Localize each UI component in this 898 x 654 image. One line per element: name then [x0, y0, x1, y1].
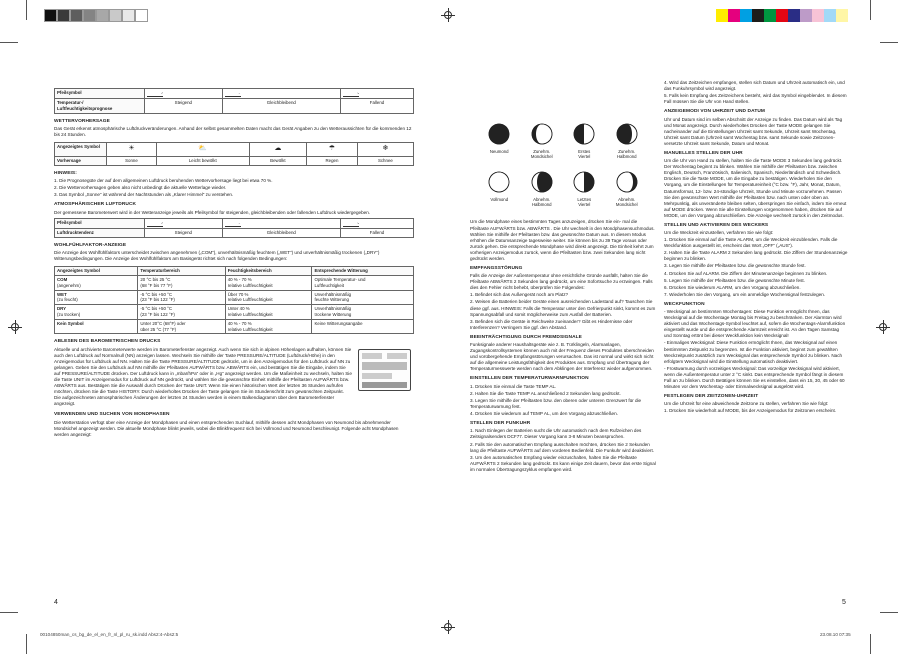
crop-mark [0, 42, 18, 43]
pressure-trend-label: Luftdrucktendenz [55, 228, 145, 237]
crop-mark [880, 42, 898, 43]
moon-phase [478, 170, 521, 208]
color-swatch [752, 9, 764, 22]
display-modes-heading: ANZEIGEMODI VON UHRZEIT UND DATUM [664, 109, 766, 115]
display-modes-text: Uhr und Datum sind im selben Abschnitt der Anzeige zu finden. Das Datum wird als Tag und Monat angezeigt. Durch wiederholtes Drücken der Taste MODE gelangen Sie nacheinander auf die Einstellungen Uhrzeit samt Sekunde, Uhrzeit samt Wochentag, Uhrzeit samt Datum (Uhrzeit samt Wochentag bzw. samt Sekunde sowie Zeitzonen-versetzte Uhrzeit samt Sekunde, Datum und Monat. [664, 116, 843, 146]
registration-mark-right [876, 320, 890, 334]
interference-heading: BEEINTRÄCHTIGUNG DURCH FREMDSIGNALE [470, 334, 582, 340]
hinweis-line: 1. Die Prognosegüte der auf dem allgemeinen Luftdruck beruhenden Wettervorhersage liegt bei etwa 70 %. [54, 178, 273, 184]
moon-phase [521, 170, 564, 208]
comfort-header: Feuchtigkeitsbereich [225, 267, 312, 276]
moon-phase-icon [615, 170, 639, 194]
hinweis-heading: HINWEIS: [54, 170, 77, 176]
comfort-header: Angezeigtes Symbol [55, 267, 138, 276]
moon-phase-label: Zunehm. [618, 149, 636, 154]
arrow-down-icon: ↘ [341, 89, 414, 99]
temp-forecast-label: Temperatur-/ Luftfeuchtigkeitsprognose [55, 99, 145, 114]
moon-phase [563, 170, 606, 208]
registration-mark-left [8, 320, 22, 334]
trend-value: Fallend [341, 228, 414, 237]
comfort-text: Die Anzeige des Wohlfühlfaktors unterscheidet zwischen angenehmen („COM“), unverhältnismäßig feuchtem („WET“) und unverhältnismäßig trockenen („DRY“) Witterungsbedingungen. Die Anzeige des Wohlfühlfaktors am Basisgerät richtet sich nach folgenden Bedingungen: [54, 249, 380, 261]
forecast-item: Leicht bewölkt [156, 157, 249, 166]
forecast-item: Sonne [107, 157, 157, 166]
arrow-up-icon: ↗ [145, 89, 223, 99]
color-swatch [836, 9, 848, 22]
tendency-table [54, 88, 414, 114]
moon-phase-icon [530, 170, 554, 194]
forecast-symbol-label: Angezeigtes Symbol [55, 143, 107, 157]
gray-swatch [135, 9, 148, 22]
trend-value: Gleichbleibend [222, 228, 340, 237]
reception-item: 3. Befinden sich die Geräte in Reichweite zueinander? Gibt es Hindernisse oder Interferenzen? Verringern Sie ggf. den Abstand. [470, 318, 633, 330]
comfort-cell: Keine Witterungsangabe [312, 319, 414, 334]
moon-phases-row-2 [478, 170, 648, 208]
reception-item: 1. Befindet sich das Außengerät noch am Platz? [470, 292, 569, 298]
gray-swatch [83, 9, 96, 22]
moon-phase-label: Halbmond [531, 202, 552, 208]
moon-phase [563, 122, 606, 160]
display-illustration [358, 349, 411, 391]
comfort-row [55, 305, 414, 320]
gray-swatch [70, 9, 83, 22]
crop-mark [870, 0, 871, 20]
timezone-text: Um die Uhrzeit für eine abweichende Zeitzone zu stellen, verfahren Sie wie folgt: [664, 401, 829, 407]
alarm-text: Um die Weckzeit einzustellen, verfahren Sie wie folgt: [664, 230, 774, 236]
temp-alarm-item: 4. Drücken Sie wiederum auf TEMP AL, um den Vorgang abzuschließen. [470, 410, 618, 416]
color-swatch [788, 9, 800, 22]
temp-alarm-item: 3. Legen Sie mithilfe der Pfeiltasten bzw. den oberen oder unteren Grenzwert für die Temperaturwarnung fest. [470, 397, 642, 409]
color-swatch [740, 9, 752, 22]
comfort-row [55, 275, 414, 290]
alarm-step: 7. Wiederholen Sie den Vorgang, um ein anmeldige Wochensignal festzulegen. [664, 291, 826, 297]
right-column [664, 80, 848, 415]
temp-alarm-item: 1. Drücken Sie einmal die Taste TEMP AL. [470, 383, 557, 389]
crop-mark [880, 612, 898, 613]
alarm-step: 2. Halten Sie die Taste ALARM 2 Sekunden lang gedrückt. Die Ziffern der Stundenanzeige beginnen zu blinken. [664, 250, 848, 262]
hinweis-line: 3. Das Symbol „Sonne“ ist während der Nachtstunden als „Klarer Himmel“ zu verstehen. [54, 192, 234, 198]
sun-icon: ☀ [107, 143, 157, 157]
gray-swatch [109, 9, 122, 22]
temp-alarm-heading: EINSTELLEN DER TEMPERATURWARNFUNKTION [470, 376, 589, 382]
radio-clock-heading: STELLEN DER FUNKUHR [470, 421, 531, 427]
radio-clock-item: 2. Falls Sie den automatischen Empfang ausschalten möchten, drücken Sie 2 Sekunden lang die Pfeiltaste AUFWÄRTS auf dem vorderen Bedienfeld. Die Funkuhr wird deaktiviert. [470, 441, 655, 453]
crop-mark [870, 634, 871, 654]
moon-phase-label: Halbmond [616, 154, 637, 160]
comfort-header: Temperaturbereich [138, 267, 225, 276]
moon-phase-icon [615, 122, 639, 146]
alarm-step: 6. Drücken Sie wiederum ALARM, um den Vorgang abzuschließen. [664, 284, 801, 290]
comfort-cell: -5 °C bis +50 °C (23 °F bis 122 °F) [138, 305, 225, 320]
moon-phase-icon [530, 122, 554, 146]
forecast-item: Regen [307, 157, 358, 166]
radio-clock-item: 3. Um den automatischen Empfang wieder einzuschalten, halten Sie die Pfeiltaste AUFWÄRTS 2 Sekunden lang gedrückt. Es kann einige Zeit dauern, bevor das erste Signal im normalen Übertragungszyklus empfangen wird. [470, 454, 656, 472]
arrow-flat-icon: → [222, 89, 340, 99]
moon-phase-label: Erstes [578, 149, 591, 154]
alarm-heading: STELLEN UND AKTIVIEREN DES WECKERS [664, 222, 769, 228]
left-page-column [54, 86, 414, 439]
timezone-item: 1. Drücken Sie wiederholt auf MODE, bis der Anzeigemodus für Zeitzonen erscheint. [664, 408, 837, 414]
rain-icon: ☂ [307, 143, 358, 157]
comfort-cell: Optimale Temperatur- und Luftfeuchtigkeit [312, 275, 414, 290]
moon-phase-icon [572, 170, 596, 194]
comfort-header: Entsprechende Witterung [312, 267, 414, 276]
alarm-function-item: - Frostwarnung durch vorzeitiges Wecksignal: Das vorzeitige Wecksignal wird aktiviert, wenn die Außentemperatur unter 2 °C sinkt. Das entsprechende Symbol fängt in diesem Fall an zu blinken. Durch Betätigen können Sie es einstellen, dass ein 15, 30, 45 oder 60 Minuten vor dem Wochentag- oder Einmalwecksignal ausgelöst wird. [664, 365, 845, 389]
moon-phase [478, 122, 521, 160]
comfort-heading: WOHLFÜHLFAKTOR-ANZEIGE [54, 242, 127, 248]
color-bar [716, 9, 848, 22]
forecast-item: Schnee [357, 157, 413, 166]
rising-label: Steigend [145, 99, 223, 114]
trend-value: Steigend [145, 228, 223, 237]
reception-text: Falls die Anzeige der Außentemperatur ohne ersichtliche Gründe ausfällt, halten Sie die Pfeiltaste ABWÄRTS 2 Sekunden lang gedrückt, um eine Sofortsuche zu erzwingen. Falls dies den Fehler nicht behebt, überprüfen Sie Folgendes: [470, 273, 653, 291]
alarm-step: 3. Legen Sie mithilfe der Pfeiltasten bzw. die gewünschte Stunde fest. [664, 263, 806, 269]
comfort-cell: 40 % - 70 % relative Luftfeuchtigkeit [225, 275, 312, 290]
gray-swatch [96, 9, 109, 22]
grayscale-bar [44, 9, 148, 22]
alarm-step: 1. Drücken Sie einmal auf die Taste ALARM, um die Weckzeit einzublenden. Falls die Weckfunktion ausgestellt ist, erscheint das Wort „OFF“ („AUS“). [664, 237, 838, 249]
gray-swatch [122, 9, 135, 22]
comfort-cell: DRY (zu trocken) [55, 305, 138, 320]
moon-search-text: Um die Mondphase eines bestimmten Tages anzuzeigen, drücken Sie ein- mal die Pfeiltaste AUFWÄRTS bzw. ABWÄRTS . Die Uhr wechselt in den Mondphasensuchmodus. Wählen Sie mithilfe der Pfeiltasten bzw. das gewünschte Datum aus. In diesem Modus erhöhen die Datumsanzeige tagesweise weiter. Sie können bis zu 39 Tage voraus oder zurück gehen. Die entsprechende Mondphase wird direkt angezeigt. Die Einheit kehrt zum vorherigen Anzeigemodus zurück, wenn die Pfeiltasten bzw. zwei Sekunden lang nicht gedrückt werden. [470, 219, 655, 261]
comfort-cell: Kein Symbol [55, 319, 138, 334]
moon-phase-label: Vollmond [490, 196, 509, 202]
color-swatch [728, 9, 740, 22]
footer-timestamp: 23.08.10 07:35 [820, 632, 851, 637]
color-swatch [776, 9, 788, 22]
forecast-item: Bewölkt [249, 157, 307, 166]
partly-cloudy-icon: ⛅ [156, 143, 249, 157]
manual-clock-heading: MANUELLES STELLEN DER UHR [664, 150, 743, 156]
reception-item: 2. Weisen die Batterien beider Geräte einen ausreichenden Ladestand auf? Tauschen Sie diese ggf. aus. HINWEIS: Falls die Temperatur unter den Gefrierpunkt sinkt, kommt es zum Spannungsabfall und somit möglicherweise zum Ausfall der Batterien. [470, 299, 656, 317]
pressure-text: Der gemessene Barometerwert wird in der Wetteranzeige jeweils als Pfeilsymbol für steigenden, gleichbleibenden oder fallenden Luftdruck wiedergegeben. [54, 209, 371, 215]
comfort-cell: Unverhältnismäßig trockene Witterung [312, 305, 414, 320]
moon-phase-label: Mondsichel [615, 202, 638, 208]
footer-file-info: 00104850man_cs_bg_de_el_en_fr_nl_pl_ru_sk.indd Abs2:4-Abs2:5 [40, 632, 179, 637]
comfort-cell: COM (angenehm) [55, 275, 138, 290]
pressure-symbol-label: Pfeilsymbol [55, 218, 145, 228]
registration-mark-bottom [441, 620, 455, 634]
alarm-step: 5. Legen Sie mithilfe der Pfeiltasten bzw. die gewünschte Minute fest. [664, 277, 805, 283]
comfort-cell: -5 °C bis +50 °C (23 °F bis 122 °F) [138, 290, 225, 305]
weather-heading: WETTERVORHERSAGE [54, 118, 110, 124]
manual-clock-text: Um die Uhr von Hand zu stellen, halten Sie die Taste MODE 3 Sekunden lang gedrückt. Der Wochentag beginnt zu blinken. Wählen Sie mithilfe der Pfeiltasten bzw. zwischen Englisch, Deutsch, Französisch, Italienisch, Spanisch, Niederländisch und Schwedisch. Drücken Sie die Taste MODE, um die Eingabe zu bestätigen. Wiederholen Sie den Vorgang, um die Einstellungen für Temperatureinheit (°C bzw. °F), Jahr, Monat, Datum, Datumsformat, 12- bzw. 24-stündige Uhrzeit, Stunde und Minute vorzunehmen. Passen Sie den gewünschten Wert mithilfe der Pfeiltasten bzw. nach unten oder oben an. Mehrpunktig, als unveränderte bleiben selten, überspringen Sie einfach, indem Sie erneut auf MODE drücken. Wenn Sie alle Einstellungen vorgenommen haben, drücken Sie auf MODE, um den Vorgang abzuschließen. Die Anzeige wechselt zurück in den Zeitmodus. [664, 158, 847, 218]
intro-item: 4. Wird das Zeitzeichen empfangen, stellen sich Datum und Uhrzeit automatisch ein, und das Funkuhrsymbol wird angezeigt. [664, 80, 845, 92]
moon-text: Die Wetterstation verfügt über eine Anzeige der Mondphasen und einen entsprechenden Suchlauf, mithilfe dessen acht Mondphasen von Neumond bis abnehmender Mondsichel angezeigt werden. Die aktuelle Mondphase blinkt jeweils, wobei die Blinkfrequenz sich bei Vollmond und Neumond beschleunigt. Folgende acht Mondphasen werden angezeigt: [54, 419, 399, 437]
radio-clock-item: 1. Nach Einlegen der Batterien sucht die Uhr automatisch nach dem Rufzeichen des Zeitsignalsenders DCF77. Dieser Vorgang kann 3-8 Minuten beanspruchen. [470, 428, 642, 440]
moon-phase-label: Viertel [578, 154, 591, 160]
comfort-cell: Über 70 % relative Luftfeuchtigkeit [225, 290, 312, 305]
page-number-right: 5 [842, 599, 846, 606]
baro-text: Aktuelle und archivierte Barometerwerte werden im Barometerfenster angezeigt. Auch wenn Sie sich in alpinen Höhenlagen aufhalten, können Sie auch den Luftdruck auf Normalnull (NN) anzeigen lassen. Wechseln Sie mithilfe der Taste PRESSURE/ALTITUDE (Luftdruck/Höhe) in den Anzeigemodus für Luftdruck auf NN. Halten Sie die Taste PRESSURE/ALTITUDE gedrückt, um in den Anzeigemodus für den Luftdruck auf NN zu gelangen. Geben Sie den Luftdruck auf NN mithilfe der Pfeiltasten AUFWÄRTS bzw. ABWÄRTS ein, und bestätigen Sie die Eingabe, indem Sie auf PRESSURE/ALTITUDE drücken. Der Luftdruck kann in „mbar/hPa“ oder in „Hg“ angezeigt werden. Um die Maßeinheit zu wechseln, halten Sie die Taste UNIT im Anzeigemodus für Luftdruck auf NN gedrückt, und wählen Sie die gewünschte Einheit mithilfe der Pfeiltasten AUFWÄRTS bzw. ABWÄRTS aus. Bestätigen Sie die Auswahl durch Drücken der Taste UNIT. Wenn Sie einen historischen Wert der letzten 36 Stunden aufrufen möchten, drücken Sie die Taste HISTORY. Durch wiederholtes Drücken der Taste gelangen Sie im Stundenschritt zum gewünschten Zeitpunkt. Die aufgezeichneten atmosphärischen Änderungen der letzten 24 Stunden werden in einem Balkendiagramm über dem Barometerfenster angezeigt. [54, 346, 352, 407]
comfort-cell: Unter 40 % relative Luftfeuchtigkeit [225, 305, 312, 320]
color-swatch [800, 9, 812, 22]
gray-swatch [44, 9, 57, 22]
alarm-function-heading: WECKFUNKTION [664, 301, 705, 307]
color-swatch [716, 9, 728, 22]
falling-label: Fallend [341, 99, 414, 114]
comfort-row [55, 290, 414, 305]
comfort-cell: Unverhältnismäßig feuchte Witterung [312, 290, 414, 305]
moon-phase-label: Abnehm. [533, 196, 551, 202]
comfort-table [54, 266, 414, 334]
hinweis-line: 2. Die Wettervorhersagen geben also nicht unbedingt die aktuelle Wetterlage wieder. [54, 185, 227, 191]
crop-mark [26, 634, 27, 654]
baro-heading: ABLESEN DES BAROMETRISCHEN DRUCKS [54, 339, 161, 345]
moon-phase-label: Abnehm. [618, 196, 636, 202]
moon-phase-label: Letztes [577, 196, 592, 202]
snow-icon: ❄ [357, 143, 413, 157]
weather-text: Das Gerät erkennt atmosphärische Luftdruckveränderungen. Anhand der selbst gesammelten Daten macht das Gerät Angaben zu den Wetteraussichten für die kommenden 12 bis 24 Stunden. [54, 125, 412, 138]
color-swatch [824, 9, 836, 22]
comfort-cell: 20 °C bis 25 °C (68 °F bis 77 °F) [138, 275, 225, 290]
color-swatch [764, 9, 776, 22]
cloudy-icon: ☁ [249, 143, 307, 157]
moon-heading: VERWENDEN UND SUCHEN VON MONDPHASEN [54, 412, 170, 418]
arrow-symbol-label: Pfeilsymbol [55, 89, 145, 99]
intro-item: 5. Falls kein Empfang des Zeitzeichens besteht, wird das Symbol eingeblendet. In diesem Fall müssen Sie die Uhr von Hand stellen. [664, 93, 847, 105]
comfort-cell: WET (zu feucht) [55, 290, 138, 305]
crop-mark [0, 612, 18, 613]
moon-phase [521, 122, 564, 160]
comfort-cell: Unter 20°C (68°F) oder über 25 °C (77 °F) [138, 319, 225, 334]
arrow-up-icon: ↗ [145, 218, 223, 228]
moon-phase-icon [487, 170, 511, 194]
moon-phase-label: Mondsichel [530, 154, 553, 160]
timezone-heading: FESTLEGEN DER ZEITZONEN-UHRZEIT [664, 393, 759, 399]
moon-phase-icon [572, 122, 596, 146]
moon-phase-icon [487, 122, 511, 146]
interference-text: Funksignale anderer Haushaltsgeräte wie z. B. Türklingeln, Alarmanlagen, Zugangskontrollsystemen können auch mit der Frequenz dieses Produktes überschneiden und vorübergehende Empfangsstörungen verursachen. Das ist normal und wirkt sich nicht auf die allgemeine Leistungsfähigkeit des Produktes aus. Empfang und Übertragung der Temperaturmesswerte werden nach dem Abklingen der Interferenz wieder aufgenommen. [470, 342, 654, 372]
forecast-table [54, 142, 414, 166]
comfort-cell: 40 % - 70 % relative Luftfeuchtigkeit [225, 319, 312, 334]
moon-phase-label: Neumond [489, 149, 509, 154]
moon-phases-row-1 [478, 122, 648, 160]
pressure-table [54, 218, 414, 238]
comfort-row [55, 319, 414, 334]
forecast-label: Vorhersage [55, 157, 107, 166]
registration-mark-top [441, 8, 455, 22]
arrow-down-icon: ↘ [341, 218, 414, 228]
arrow-flat-icon: → [222, 218, 340, 228]
middle-column [470, 122, 656, 474]
temp-alarm-item: 2. Halten Sie die Taste TEMP AL anschließend 2 Sekunden lang gedrückt. [470, 390, 621, 396]
crop-mark [26, 0, 27, 20]
moon-phase-label: Viertel [578, 202, 591, 208]
moon-phase-label: Zunehm. [533, 149, 551, 154]
alarm-step: 4. Drücken Sie auf ALARM. Die Ziffern der Minutenanzeige beginnen zu blinken. [664, 270, 828, 276]
gray-swatch [57, 9, 70, 22]
alarm-function-item: - Wecksignal an bestimmten Wochentagen: Diese Funktion ermöglicht Ihnen, das Wecksignal auf die Wochentage Montag bis Freitag zu beschränken. Der Alarmton wird aktiviert und das Wochentags-Symbol leuchtet auf, sofern die Wochentags-Alarmfunktion eingestellt wurde und die entsprechende Alarmzeit erreicht ist. An den Tagen Samstag und Sonntag ertönt bei dieser Weckfunktion kein Wecksignal! [664, 309, 846, 339]
moon-phase [606, 170, 649, 208]
alarm-function-item: - Einmaliges Wecksignal: Diese Funktion ermöglicht Ihnen, das Wecksignal auf einen bestimmten Zeitpunkt zu begrenzen. Ist die Funktion aktiviert, beginnt zum gewählten Weckzeitpunkt zusätzlich zum Wecksignal das entsprechende Symbol zu blinken. Nach erfolgtem Wecksignal wird die Einstellung automatisch deaktiviert. [664, 340, 843, 364]
steady-label: Gleichbleibend [222, 99, 340, 114]
page-number-left: 4 [54, 599, 58, 606]
moon-phase [606, 122, 649, 160]
pressure-heading: ATMOSPHÄRISCHER LUFTDRUCK [54, 202, 137, 208]
color-swatch [812, 9, 824, 22]
reception-heading: EMPFANGSSTÖRUNG [470, 265, 523, 271]
